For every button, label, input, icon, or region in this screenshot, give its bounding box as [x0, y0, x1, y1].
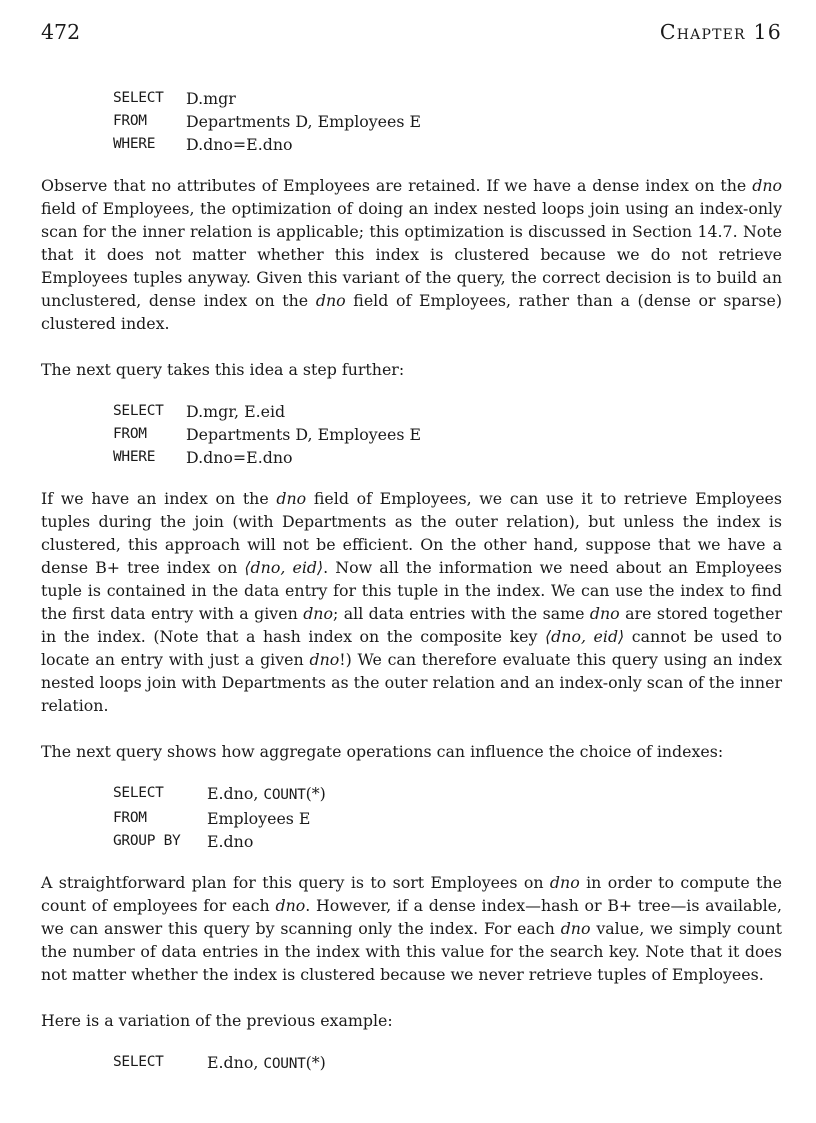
sql-query-3: [113, 782, 782, 853]
code-line: [113, 87, 782, 110]
paragraph-2: The next query takes this idea a step further:: [41, 360, 405, 379]
code-line: [113, 807, 782, 830]
paragraph-5: A straightforward plan for this query is to sort Employees on dno in order to compute the count of employees for each dno. However, if a dense index—hash or B+ tree—is available, we can answer this query by scanning only the index. For each dno value, we simply count the number of data entries in the index with this value for the search key. Note that it does not matter whether the index is clustered because we never retrieve tuples of Employees.: [41, 873, 782, 984]
running-header: [41, 20, 782, 48]
code-line: [113, 110, 782, 133]
code-line: [113, 830, 782, 853]
sql-clause: Departments D, Employees E: [186, 112, 422, 131]
sql-clause: Departments D, Employees E: [186, 425, 422, 444]
paragraph-1: Observe that no attributes of Employees are retained. If we have a dense index on the dno field of Employees, the optimization of doing an index nested loops join using an index-only scan for the inner relation is applicable; this optimization is discussed in Section 14.7. Note that it does not matter whether this index is clustered because we do not retrieve Employees tuples anyway. Given this variant of the query, the correct decision is to build an unclustered, dense index on the dno field of Employees, rather than a (dense or sparse) clustered index.: [41, 176, 782, 333]
sql-keyword: WHERE: [113, 449, 156, 465]
page: [41, 20, 782, 1076]
sql-keyword: FROM: [113, 426, 147, 442]
chapter-title: Chapter 16: [659, 20, 782, 44]
sql-keyword: FROM: [113, 810, 147, 826]
sql-keyword: SELECT: [113, 1054, 164, 1070]
sql-keyword: SELECT: [113, 785, 164, 801]
sql-clause: E.dno, COUNT(*): [207, 1053, 326, 1072]
paragraph-4: The next query shows how aggregate operations can influence the choice of indexes:: [41, 742, 724, 761]
paragraph-6: Here is a variation of the previous example:: [41, 1011, 393, 1030]
sql-keyword: GROUP BY: [113, 833, 181, 849]
sql-clause: Employees E: [207, 809, 311, 828]
sql-keyword: SELECT: [113, 403, 164, 419]
sql-keyword: SELECT: [113, 90, 164, 106]
sql-query-2: [113, 400, 782, 469]
sql-keyword: WHERE: [113, 136, 156, 152]
sql-clause: D.mgr: [186, 89, 236, 108]
sql-query-4: [113, 1051, 782, 1076]
code-line: [113, 782, 782, 807]
code-line: [113, 423, 782, 446]
sql-keyword: FROM: [113, 113, 147, 129]
code-line: [113, 133, 782, 156]
sql-clause: E.dno, COUNT(*): [207, 784, 326, 803]
page-number: 472: [41, 20, 81, 44]
sql-clause: D.dno=E.dno: [186, 448, 293, 467]
sql-query-1: [113, 87, 782, 156]
code-line: [113, 446, 782, 469]
code-line: [113, 400, 782, 423]
sql-clause: D.mgr, E.eid: [186, 402, 286, 421]
sql-clause: D.dno=E.dno: [186, 135, 293, 154]
paragraph-3: If we have an index on the dno field of Employees, we can use it to retrieve Employees tuples during the join (with Departments as the outer relation), but unless the index is clustered, this approach will not be efficient. On the other hand, suppose that we have a dense B+ tree index on ⟨dno, eid⟩. Now all the information we need about an Employees tuple is contained in the data entry for this tuple in the index. We can use the index to find the first data entry with a given dno; all data entries with the same dno are stored together in the index. (Note that a hash index on the composite key ⟨dno, eid⟩ cannot be used to locate an entry with just a given dno!) We can therefore evaluate this query using an index nested loops join with Departments as the outer relation and an index-only scan of the inner relation.: [41, 489, 783, 715]
code-line: [113, 1051, 782, 1076]
sql-clause: E.dno: [207, 832, 254, 851]
